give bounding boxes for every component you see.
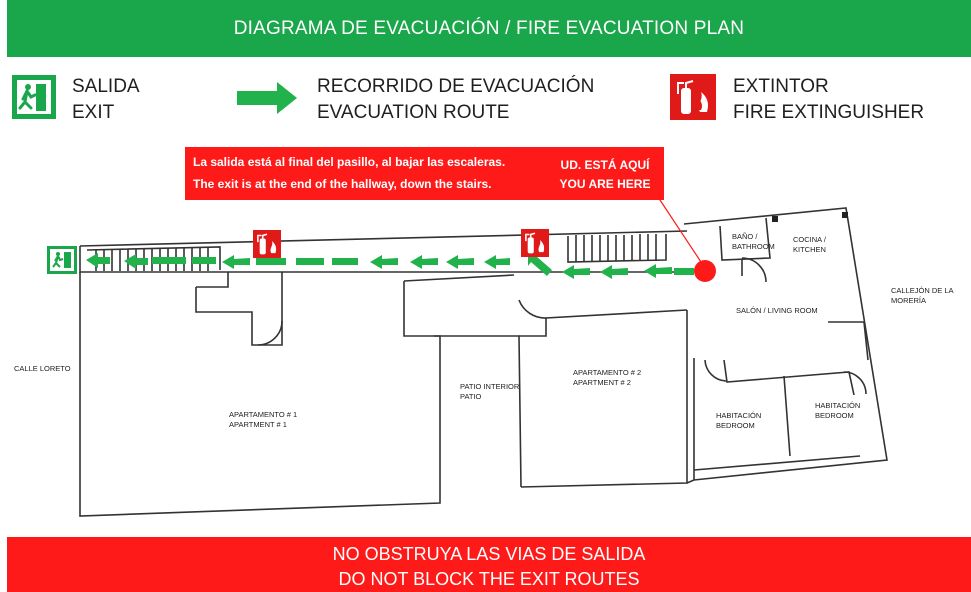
route-dash [674, 268, 694, 275]
room-apartment-1 [229, 410, 297, 430]
legend-exit-es: SALIDA [72, 76, 140, 97]
you-are-here-en: YOU ARE HERE [559, 177, 651, 191]
notice-es: La salida está al final del pasillo, al bajar las escaleras. [193, 155, 505, 169]
you-are-here-es: UD. ESTÁ AQUÍ [560, 158, 650, 172]
room-bedroom-2 [815, 401, 860, 421]
route-dash [296, 258, 324, 265]
street-moreria-2: MORERÍA [891, 296, 927, 305]
room-living: SALÓN / LIVING ROOM [736, 306, 818, 315]
legend-route-es: RECORRIDO DE EVACUACIÓN [317, 76, 595, 97]
bedroom-1-es: HABITACIÓN [716, 411, 762, 420]
you-are-here-pointer [658, 197, 701, 262]
apartment-2-es: APARTAMENTO # 2 [573, 368, 642, 377]
room-bedroom-1 [716, 411, 761, 431]
route-arrow [86, 253, 110, 268]
bathroom-en: BATHROOM [732, 242, 775, 251]
route-arrow [124, 254, 148, 269]
legend-extinguisher-es: EXTINTOR [733, 76, 829, 97]
exit-notice [185, 147, 664, 200]
room-bathroom [732, 232, 775, 252]
route-arrow [562, 265, 590, 279]
route-arrow [446, 255, 474, 269]
fire-extinguisher-icon [521, 229, 549, 257]
route-arrow [484, 255, 510, 269]
route-dash [152, 257, 186, 264]
exit-sign-icon [47, 246, 77, 274]
patio-es: PATIO INTERIOR [460, 382, 520, 391]
page-title: DIAGRAMA DE EVACUACIÓN / FIRE EVACUATION PLAN [7, 0, 971, 57]
patio-en: PATIO [460, 392, 482, 401]
warning-en: DO NOT BLOCK THE EXIT ROUTES [338, 569, 640, 589]
route-dash [192, 257, 216, 264]
notice-en: The exit is at the end of the hallway, down the stairs. [193, 177, 492, 191]
bathroom-es: BAÑO / [732, 232, 758, 241]
route-arrow [370, 255, 398, 269]
legend-route-en: EVACUATION ROUTE [317, 102, 510, 123]
legend-exit-en: EXIT [72, 102, 115, 123]
route-arrow [410, 255, 438, 269]
bedroom-2-en: BEDROOM [815, 411, 854, 420]
apartment-2-en: APARTMENT # 2 [573, 378, 631, 387]
warning-banner [7, 537, 971, 592]
room-kitchen [793, 235, 826, 255]
street-calle-loreto: CALLE LORETO [14, 364, 71, 373]
apartment-1-es: APARTAMENTO # 1 [229, 410, 298, 419]
bedroom-2-es: HABITACIÓN [815, 401, 861, 410]
you-are-here-marker [694, 260, 716, 282]
room-patio [460, 382, 519, 402]
route-dash [256, 258, 286, 265]
warning-es: NO OBSTRUYA LAS VIAS DE SALIDA [332, 544, 646, 564]
street-moreria-1: CALLEJÓN DE LA [891, 286, 954, 295]
route-dash [332, 258, 358, 265]
fire-extinguisher-icon [253, 230, 281, 258]
bedroom-1-en: BEDROOM [716, 421, 755, 430]
street-callejon-moreria [891, 286, 954, 306]
route-arrow [222, 255, 250, 269]
kitchen-en: KITCHEN [793, 245, 826, 254]
room-apartment-2 [573, 368, 641, 388]
route-arrow [644, 264, 672, 278]
route-arrow [600, 265, 628, 279]
apartment-1-en: APARTMENT # 1 [229, 420, 287, 429]
kitchen-es: COCINA / [793, 235, 826, 244]
legend-extinguisher-en: FIRE EXTINGUISHER [733, 102, 925, 123]
